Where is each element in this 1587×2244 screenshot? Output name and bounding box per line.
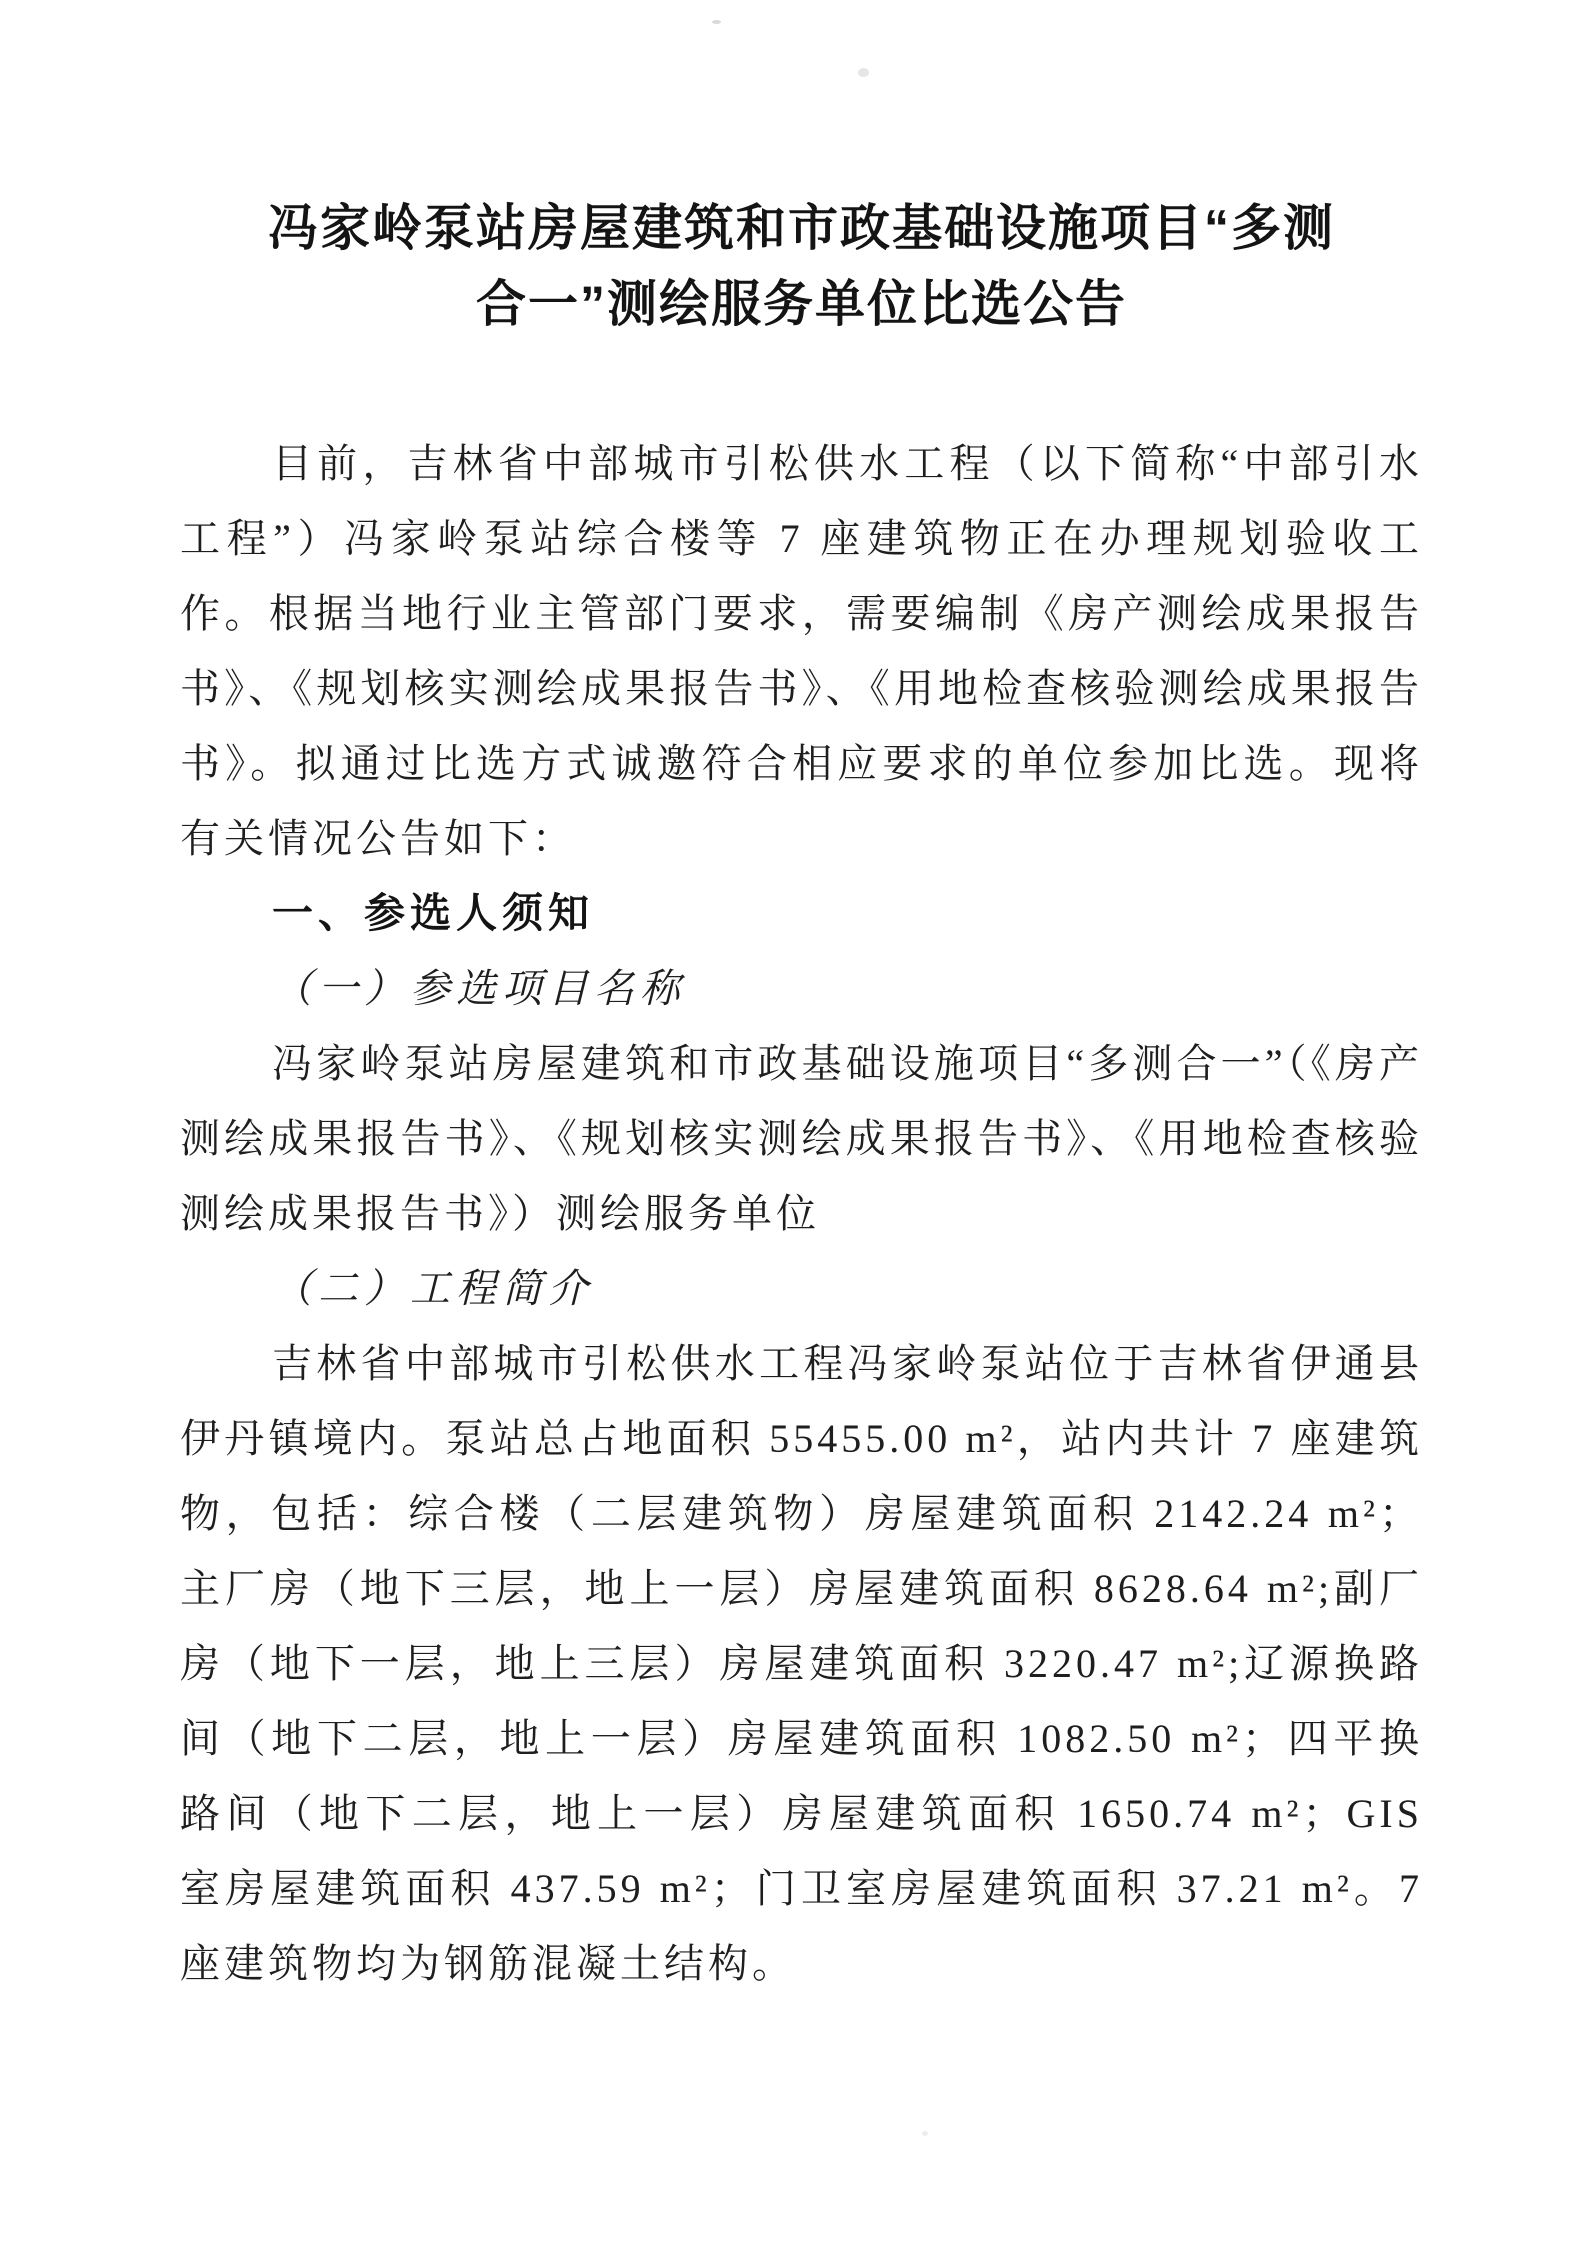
document-title-line2: 合一”测绘服务单位比选公告 [476, 276, 1127, 332]
intro-paragraph: 目前，吉林省中部城市引松供水工程（以下简称“中部引水工程”）冯家岭泵站综合楼等 7 座建筑物正在办理规划验收工作。根据当地行业主管部门要求，需要编制《房产测绘成果报告书》、《规划核实测绘成果报告书》、《用地检查核验测绘成果报告书》。拟通过比选方式诚邀符合相应要求的单位参加比选。现将有关情况公告如下： [180, 441, 1423, 861]
section-1-heading: 一、参选人须知 [272, 890, 594, 936]
document-title [180, 190, 1423, 342]
document-content [180, 0, 1423, 2001]
document-title-line1: 冯家岭泵站房屋建筑和市政基础设施项目“多测 [268, 200, 1335, 256]
section-1-sub-1-heading: （一）参选项目名称 [272, 966, 686, 1011]
project-name-paragraph: 冯家岭泵站房屋建筑和市政基础设施项目“多测合一”（《房产测绘成果报告书》、《规划核实测绘成果报告书》、《用地检查核验测绘成果报告书》）测绘服务单位 [180, 1041, 1423, 1236]
section-1-sub-2-heading: （二）工程简介 [272, 1266, 594, 1311]
project-overview-paragraph: 吉林省中部城市引松供水工程冯家岭泵站位于吉林省伊通县伊丹镇境内。泵站总占地面积 55455.00 m²，站内共计 7 座建筑物，包括：综合楼（二层建筑物）房屋建筑面积 2142.24 m²；主厂房（地下三层，地上一层）房屋建筑面积 8628.64 m²;副厂房（地下一层，地上三层）房屋建筑面积 3220.47 m²;辽源换路间（地下二层，地上一层）房屋建筑面积 1082.50 m²；四平换路间（地下二层，地上一层）房屋建筑面积 1650.74 m²；GIS 室房屋建筑面积 437.59 m²；门卫室房屋建筑面积 37.21 m²。7 座建筑物均为钢筋混凝土结构。 [180, 1341, 1423, 1986]
scan-artifact-dot [922, 2131, 928, 2136]
document-body [180, 426, 1423, 2001]
